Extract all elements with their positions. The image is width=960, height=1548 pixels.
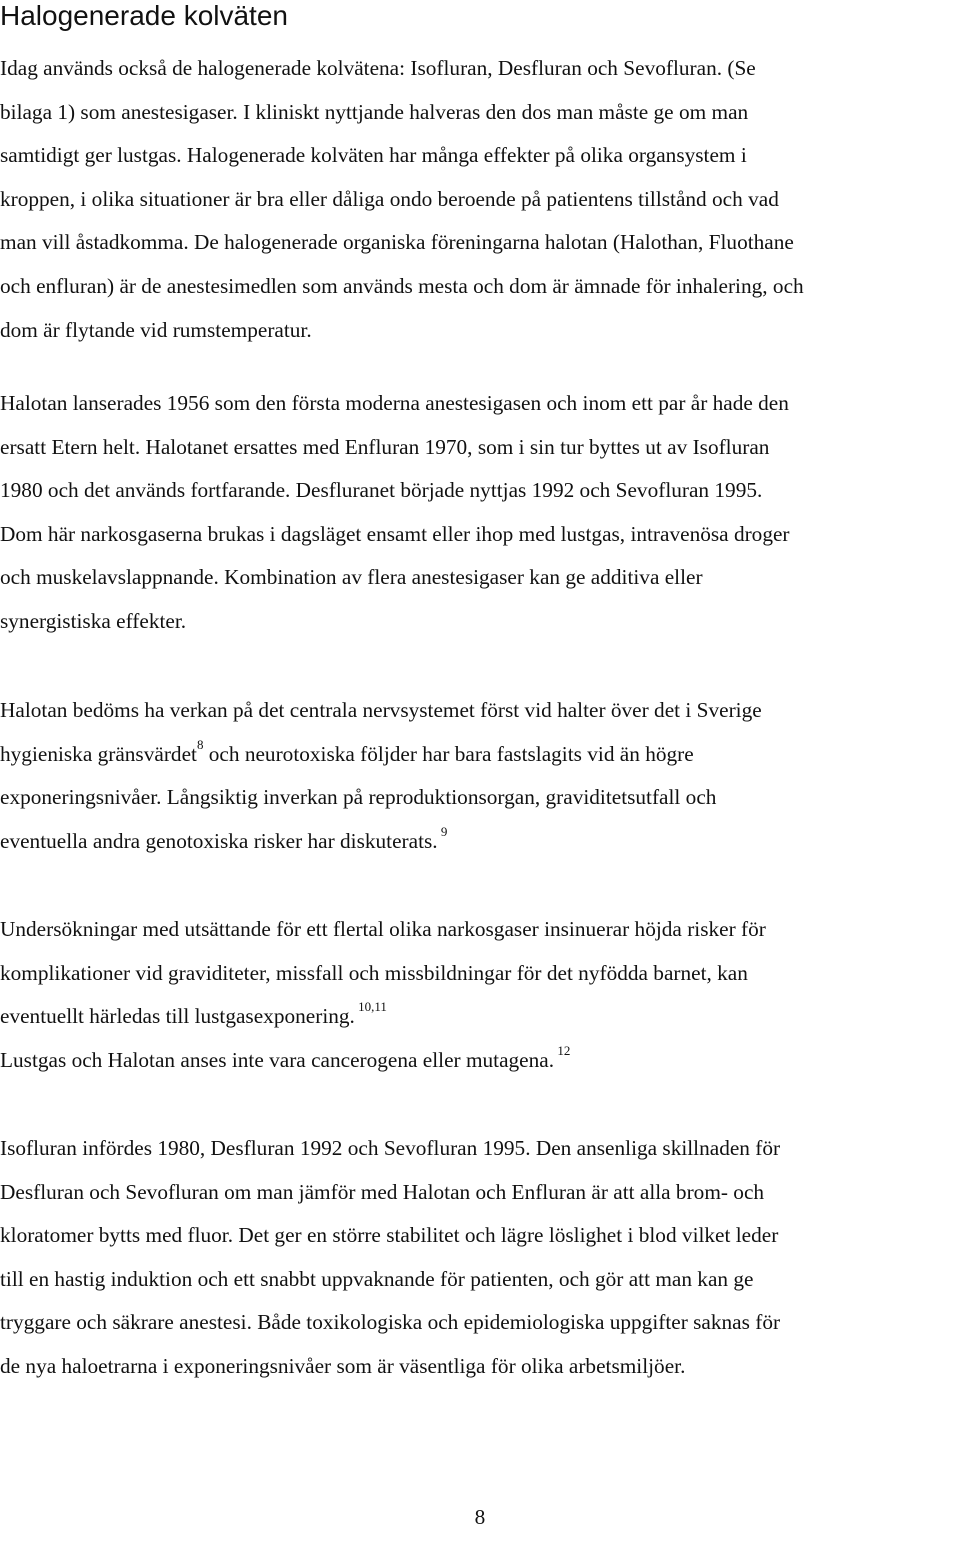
text-line: Undersökningar med utsättande för ett flertal olika narkosgaser insinuerar höjda risker för	[0, 917, 766, 941]
text-segment: hygieniska gränsvärdet	[0, 741, 197, 766]
text-line: Dom här narkosgaserna brukas i dagsläget ensamt eller ihop med lustgas, intravenösa droger	[0, 521, 790, 546]
paragraph-studies	[0, 908, 960, 1082]
text-segment: Lustgas och Halotan anses inte vara cancerogena eller mutagena.	[0, 1047, 555, 1072]
text-line	[0, 733, 960, 777]
text-line: ersatt Etern helt. Halotanet ersattes med Enfluran 1970, som i sin tur byttes ut av Isofluran	[0, 434, 770, 459]
text-line: och enfluran) är de anestesimedlen som används mesta och dom är ämnade för inhalering, och	[0, 273, 804, 298]
paragraph-halotan-effects	[0, 689, 960, 863]
footnote-ref: 10,11	[354, 999, 387, 1015]
footnote-ref: 8	[196, 736, 204, 752]
text-line	[0, 1039, 960, 1083]
paragraph-history	[0, 382, 960, 644]
text-line: tryggare och säkrare anestesi. Både toxikologiska och epidemiologiska uppgifter saknas för	[0, 1310, 781, 1335]
text-line: Halotan bedöms ha verkan på det centrala nervsystemet först vid halter över det i Sverige	[0, 698, 762, 722]
text-line: dom är flytande vid rumstemperatur.	[0, 317, 312, 342]
text-line: Desfluran och Sevofluran om man jämför med Halotan och Enfluran är att alla brom- och	[0, 1179, 765, 1204]
footnote-ref: 12	[554, 1042, 571, 1058]
text-line: Isofluran infördes 1980, Desfluran 1992 och Sevofluran 1995. Den ansenliga skillnaden för	[0, 1136, 781, 1160]
paragraph-intro	[0, 47, 960, 352]
text-line: man vill åstadkomma. De halogenerade organiska föreningarna halotan (Halothan, Fluothane	[0, 230, 794, 255]
text-segment: och neurotoxiska följder har bara fastslagits vid än högre	[203, 741, 694, 766]
text-line: kloratomer bytts med fluor. Det ger en större stabilitet och lägre löslighet i blod vilket leder	[0, 1223, 779, 1248]
page-number: 8	[474, 1505, 486, 1529]
text-line: kroppen, i olika situationer är bra eller dåliga ondo beroende på patientens tillstånd och vad	[0, 186, 779, 211]
footnote-ref: 9	[437, 823, 448, 839]
text-line: samtidigt ger lustgas. Halogenerade kolväten har många effekter på olika organsystem i	[0, 143, 747, 168]
text-line: synergistiska effekter.	[0, 608, 187, 633]
text-segment: eventuella andra genotoxiska risker har diskuterats.	[0, 828, 438, 853]
text-line: Idag används också de halogenerade kolvätena: Isofluran, Desfluran och Sevofluran. (Se	[0, 56, 756, 80]
section-heading: Halogenerade kolväten	[0, 0, 288, 31]
text-line: exponeringsnivåer. Långsiktig inverkan på reproduktionsorgan, graviditetsutfall och	[0, 785, 717, 810]
text-line: och muskelavslappnande. Kombination av flera anestesigaser kan ge additiva eller	[0, 565, 703, 590]
text-line: till en hastig induktion och ett snabbt uppvaknande för patienten, och gör att man kan ge	[0, 1266, 754, 1291]
text-line	[0, 995, 960, 1039]
text-line: 1980 och det används fortfarande. Desfluranet började nyttjas 1992 och Sevofluran 1995.	[0, 478, 763, 503]
text-segment: eventuellt härledas till lustgasexponering.	[0, 1004, 355, 1029]
text-line	[0, 820, 960, 864]
text-line: komplikationer vid graviditeter, missfall och missbildningar för det nyfödda barnet, kan	[0, 960, 748, 985]
text-line: bilaga 1) som anestesigaser. I kliniskt nyttjande halveras den dos man måste ge om man	[0, 99, 749, 124]
paragraph-isofluran	[0, 1127, 960, 1389]
text-line: Halotan lanserades 1956 som den första moderna anestesigasen och inom ett par år hade den	[0, 391, 789, 415]
text-line: de nya haloetrarna i exponeringsnivåer som är väsentliga för olika arbetsmiljöer.	[0, 1353, 686, 1378]
